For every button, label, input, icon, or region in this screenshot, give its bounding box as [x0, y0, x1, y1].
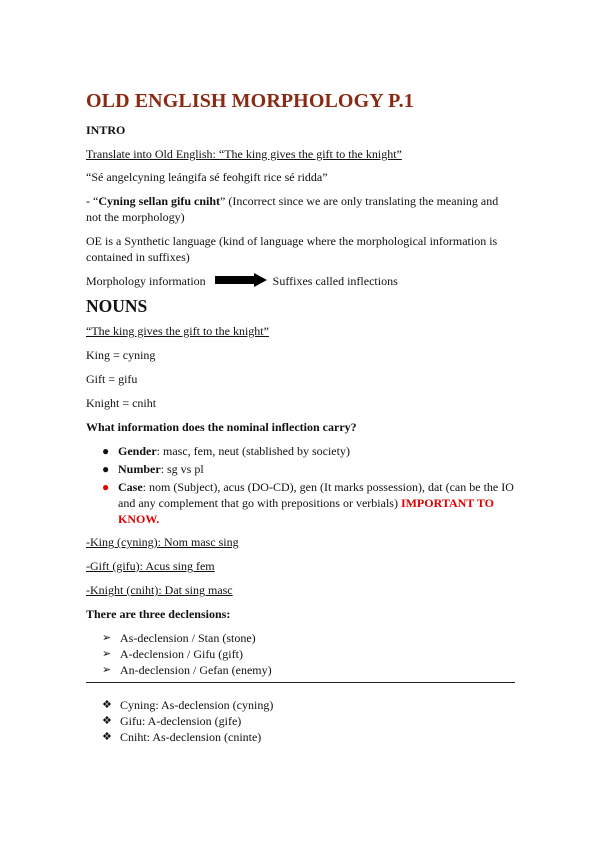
example-item: Cyning: As-declension (cyning): [120, 698, 274, 712]
horizontal-divider: [86, 682, 515, 683]
intro-heading: INTRO: [86, 123, 126, 137]
number-label: Number: [118, 462, 161, 476]
example-sentence: “The king gives the gift to the knight”: [86, 324, 269, 338]
arrowhead-bullet-icon: ➢: [102, 648, 112, 660]
vocab-knight: Knight = cniht: [86, 396, 157, 410]
translate-prompt: Translate into Old English: “The king gives the gift to the knight”: [86, 147, 402, 161]
analysis-king: -King (cyning): Nom masc sing: [86, 535, 239, 549]
arrowhead-bullet-icon: ➢: [102, 664, 112, 676]
list-item: [102, 646, 272, 662]
vocab-gift: Gift = gifu: [86, 372, 138, 386]
list-item: [102, 662, 272, 678]
case-label: Case: [118, 480, 143, 494]
vocab-king: King = cyning: [86, 348, 156, 362]
nouns-heading: NOUNS: [86, 296, 148, 316]
arrowhead-bullet-icon: ➢: [102, 632, 112, 644]
correct-bold: Cyning sellan gifu cniht: [98, 194, 221, 208]
bullet-dot-icon: ●: [102, 480, 110, 494]
example-item: Cniht: As-declension (cninte): [120, 730, 262, 744]
analysis-knight: -Knight (cniht): Dat sing masc: [86, 583, 233, 597]
case-text: : nom (Subject), acus (DO-CD), gen (It marks possession), dat (can be the IO and any complement that go with prepositions or verbials): [118, 480, 514, 510]
inflection-list: [100, 443, 520, 529]
list-item: [100, 479, 520, 527]
literal-translation: “Sé angelcyning leángifa sé feohgift rice sé ridda”: [86, 170, 328, 184]
number-text: : sg vs pl: [160, 462, 204, 476]
right-arrow-icon: [215, 273, 267, 291]
flow-right: Suffixes called inflections: [272, 274, 398, 288]
flow-left: Morphology information: [86, 274, 206, 288]
list-item: [100, 443, 520, 459]
list-item: [102, 697, 273, 713]
inflection-question: What information does the nominal inflection carry?: [86, 420, 357, 434]
example-item: Gifu: A-declension (gife): [120, 714, 242, 728]
morphology-flow: [86, 273, 398, 291]
diamond-bullet-icon: ❖: [102, 699, 112, 711]
bullet-dot-icon: ●: [102, 444, 110, 458]
gender-text: : masc, fem, neut (stablished by society): [156, 444, 350, 458]
gender-label: Gender: [118, 444, 157, 458]
declensions-heading: There are three declensions:: [86, 607, 231, 621]
analysis-gift: -Gift (gifu): Acus sing fem: [86, 559, 215, 573]
correct-translation: [86, 193, 506, 225]
list-item: [102, 630, 272, 646]
list-item: [102, 713, 273, 729]
diamond-bullet-icon: ❖: [102, 731, 112, 743]
page-title: OLD ENGLISH MORPHOLOGY P.1: [86, 90, 414, 112]
synthetic-language-note: OE is a Synthetic language (kind of language where the morphological information is contained in suffixes): [86, 234, 498, 264]
correct-rest: ” (Incorrect since we are only translating the meaning and not the morphology): [86, 194, 499, 224]
examples-list: [102, 697, 273, 745]
declension-item: A-declension / Gifu (gift): [120, 647, 243, 661]
declension-item: An-declension / Gefan (enemy): [120, 663, 272, 677]
declension-item: As-declension / Stan (stone): [120, 631, 256, 645]
list-item: [102, 729, 273, 745]
diamond-bullet-icon: ❖: [102, 715, 112, 727]
correct-prefix: - “: [86, 194, 99, 208]
declensions-list: [102, 630, 272, 678]
list-item: [100, 461, 520, 477]
bullet-dot-icon: ●: [102, 462, 110, 476]
important-note: IMPORTANT TO KNOW.: [118, 496, 494, 526]
